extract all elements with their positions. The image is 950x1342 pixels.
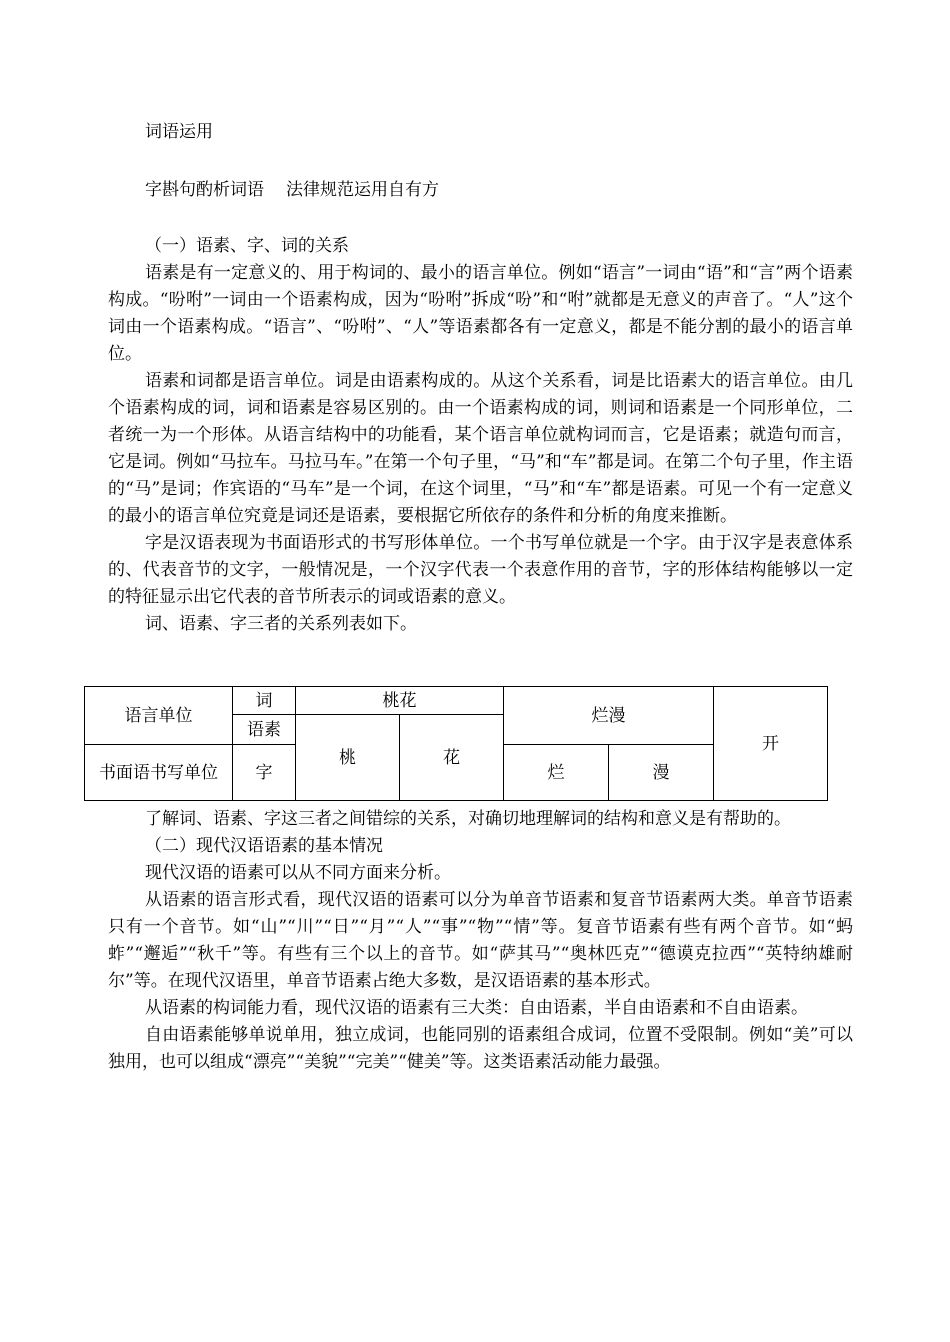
table-label-word: 词 — [233, 687, 296, 715]
section-2-paragraph-2: 从语素的语言形式看，现代汉语的语素可以分为单音节语素和复音节语素两大类。单音节语素只有一个音节。如“山”“川”“日”“月”“人”“事”“物”“情”等。复音节语素有些有两个音节。如“蚂蚱”“邂逅”“秋千”等。有些有三个以上的音节。如“萨其马”“奥林匹克”“德谟克拉西”“英特纳雄耐尔”等。在现代汉语里，单音节语素占绝大多数，是汉语语素的基本形式。 — [108, 890, 853, 991]
table-label-char: 字 — [233, 745, 296, 801]
document-subtitle — [145, 178, 439, 202]
table-char-lan: 烂 — [504, 745, 609, 801]
table-label-writing-unit: 书面语书写单位 — [85, 745, 233, 801]
after-table-paragraph: 了解词、语素、字这三者之间错综的关系，对确切地理解词的结构和意义是有帮助的。 — [145, 809, 791, 829]
section-1-paragraph-1: 语素是有一定意义的、用于构词的、最小的语言单位。例如“语言”一词由“语”和“言”两个语素构成。“吩咐”一词由一个语素构成，因为“吩咐”拆成“吩”和“咐”就都是无意义的声音了。“人”这个词由一个语素构成。“语言”、“吩咐”、“人”等语素都各有一定意义，都是不能分割的最小的语言单位。 — [108, 263, 853, 364]
subtitle-part-2: 法律规范运用自有方 — [286, 180, 439, 200]
table-word-taohua: 桃花 — [296, 687, 504, 715]
subtitle-part-1: 字斟句酌析词语 — [145, 180, 264, 200]
table-char-hua: 花 — [400, 715, 504, 801]
table-word-lanman: 烂漫 — [504, 687, 714, 745]
section-2-paragraph-1: 现代汉语的语素可以从不同方面来分析。 — [145, 863, 451, 883]
section-2-paragraph-4: 自由语素能够单说单用，独立成词，也能同别的语素组合成词，位置不受限制。例如“美”可以独用，也可以组成“漂亮”“美貌”“完美”“健美”等。这类语素活动能力最强。 — [108, 1025, 853, 1072]
table-word-kai: 开 — [714, 687, 828, 801]
section-2-paragraph-3: 从语素的构词能力看，现代汉语的语素有三大类：自由语素，半自由语素和不自由语素。 — [145, 998, 808, 1018]
table-char-man: 漫 — [609, 745, 714, 801]
section-1-paragraph-2: 语素和词都是语言单位。词是由语素构成的。从这个关系看，词是比语素大的语言单位。由几个语素构成的词，词和语素是容易区别的。由一个语素构成的词，则词和语素是一个同形单位，二者统一为一个形体。从语言结构中的功能看，某个语言单位就构词而言，它是语素；就造句而言，它是词。例如“马拉车。马拉马车。”在第一个句子里，“马”和“车”都是词。在第二个句子里，作主语的“马”是词；作宾语的“马车”是一个词，在这个词里，“马”和“车”都是语素。可见一个有一定意义的最小的语言单位究竟是词还是语素，要根据它所依存的条件和分析的角度来推断。 — [108, 371, 853, 526]
table-char-tao: 桃 — [296, 715, 400, 801]
section-1-paragraph-4: 词、语素、字三者的关系列表如下。 — [145, 614, 417, 634]
section-2-block — [108, 806, 853, 1076]
section-2-heading: （二）现代汉语语素的基本情况 — [145, 836, 383, 856]
section-1-paragraph-3: 字是汉语表现为书面语形式的书写形体单位。一个书写单位就是一个字。由于汉字是表意体系的、代表音节的文字，一般情况是，一个汉字代表一个表意作用的音节，字的形体结构能够以一定的特征显示出它代表的音节所表示的词或语素的意义。 — [108, 533, 853, 607]
relation-table — [84, 686, 828, 801]
document-title: 词语运用 — [145, 122, 213, 142]
table-label-language-unit: 语言单位 — [85, 687, 233, 745]
table-label-morpheme: 语素 — [233, 715, 296, 745]
section-1-heading: （一）语素、字、词的关系 — [145, 236, 349, 256]
section-1-block — [108, 233, 853, 638]
